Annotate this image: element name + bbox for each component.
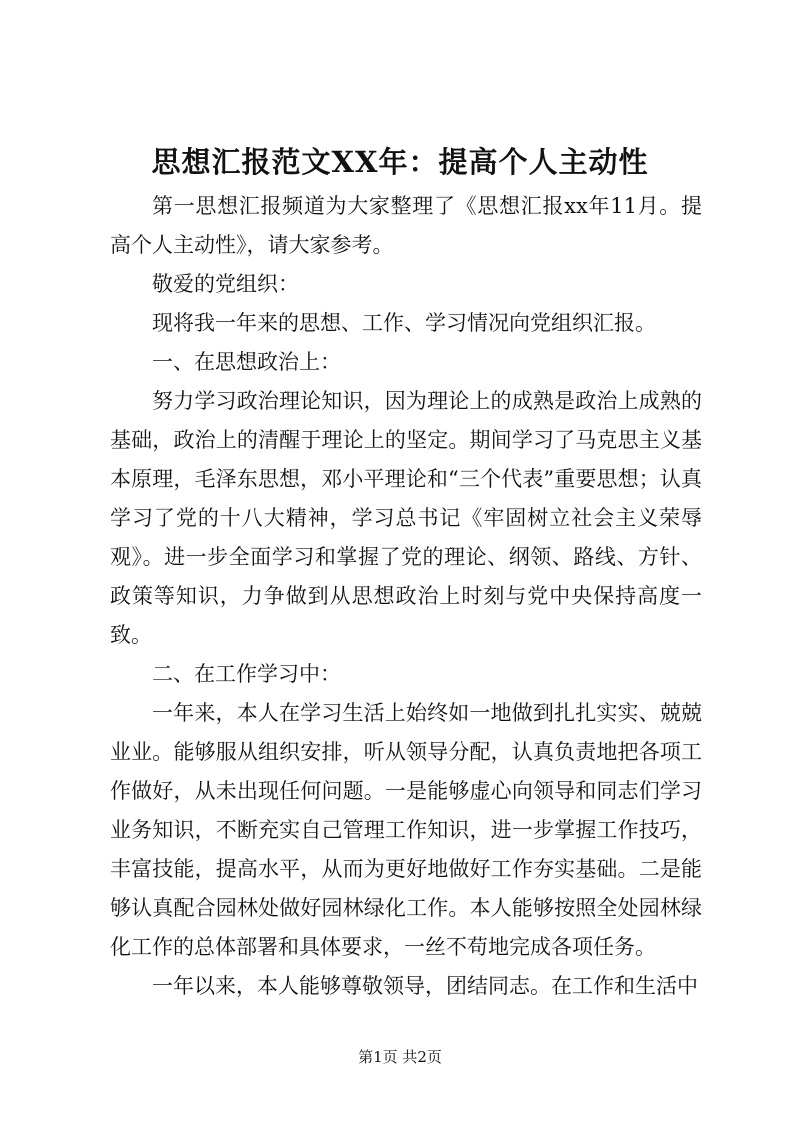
document-title: 思想汇报范文XX年：提高个人主动性 <box>151 145 649 179</box>
section-heading-politics: 一、在思想政治上： <box>152 350 341 374</box>
paragraph-work-study: 一年来，本人在学习生活上始终如一地做到扎扎实实、兢兢业业。能够服从组织安排，听从领导分配，认真负责地把各项工作做好，从未出现任何问题。一是能够虚心向领导和同志们学习业务知识，不断充实自己管理工作知识，进一步掌握工作技巧，丰富技能，提高水平，从而为更好地做好工作夯实基础。二是能够认真配合园林处做好园林绿化工作。本人能够按照全处园林绿化工作的总体部署和具体要求，一丝不苟地完成各项任务。 <box>110 701 702 959</box>
document-body <box>110 187 702 1006</box>
paragraph-colleagues: 一年以来，本人能够尊敬领导，团结同志。在工作和生活中 <box>152 974 698 998</box>
section-heading-work-study: 二、在工作学习中： <box>152 662 341 686</box>
page-number-footer: 第1页 共2页 <box>358 1048 442 1066</box>
paragraph-salutation: 敬爱的党组织： <box>152 272 299 296</box>
paragraph-report-statement: 现将我一年来的思想、工作、学习情况向党组织汇报。 <box>152 311 656 335</box>
paragraph-politics: 努力学习政治理论知识，因为理论上的成熟是政治上成熟的基础，政治上的清醒于理论上的坚定。期间学习了马克思主义基本原理，毛泽东思想，邓小平理论和“三个代表”重要思想；认真学习了党的十八大精神，学习总书记《牢固树立社会主义荣辱观》。进一步全面学习和掌握了党的理论、纲领、路线、方针、政策等知识，力争做到从思想政治上时刻与党中央保持高度一致。 <box>110 389 702 647</box>
paragraph-intro: 第一思想汇报频道为大家整理了《思想汇报xx年11月。提高个人主动性》，请大家参考。 <box>110 194 702 257</box>
